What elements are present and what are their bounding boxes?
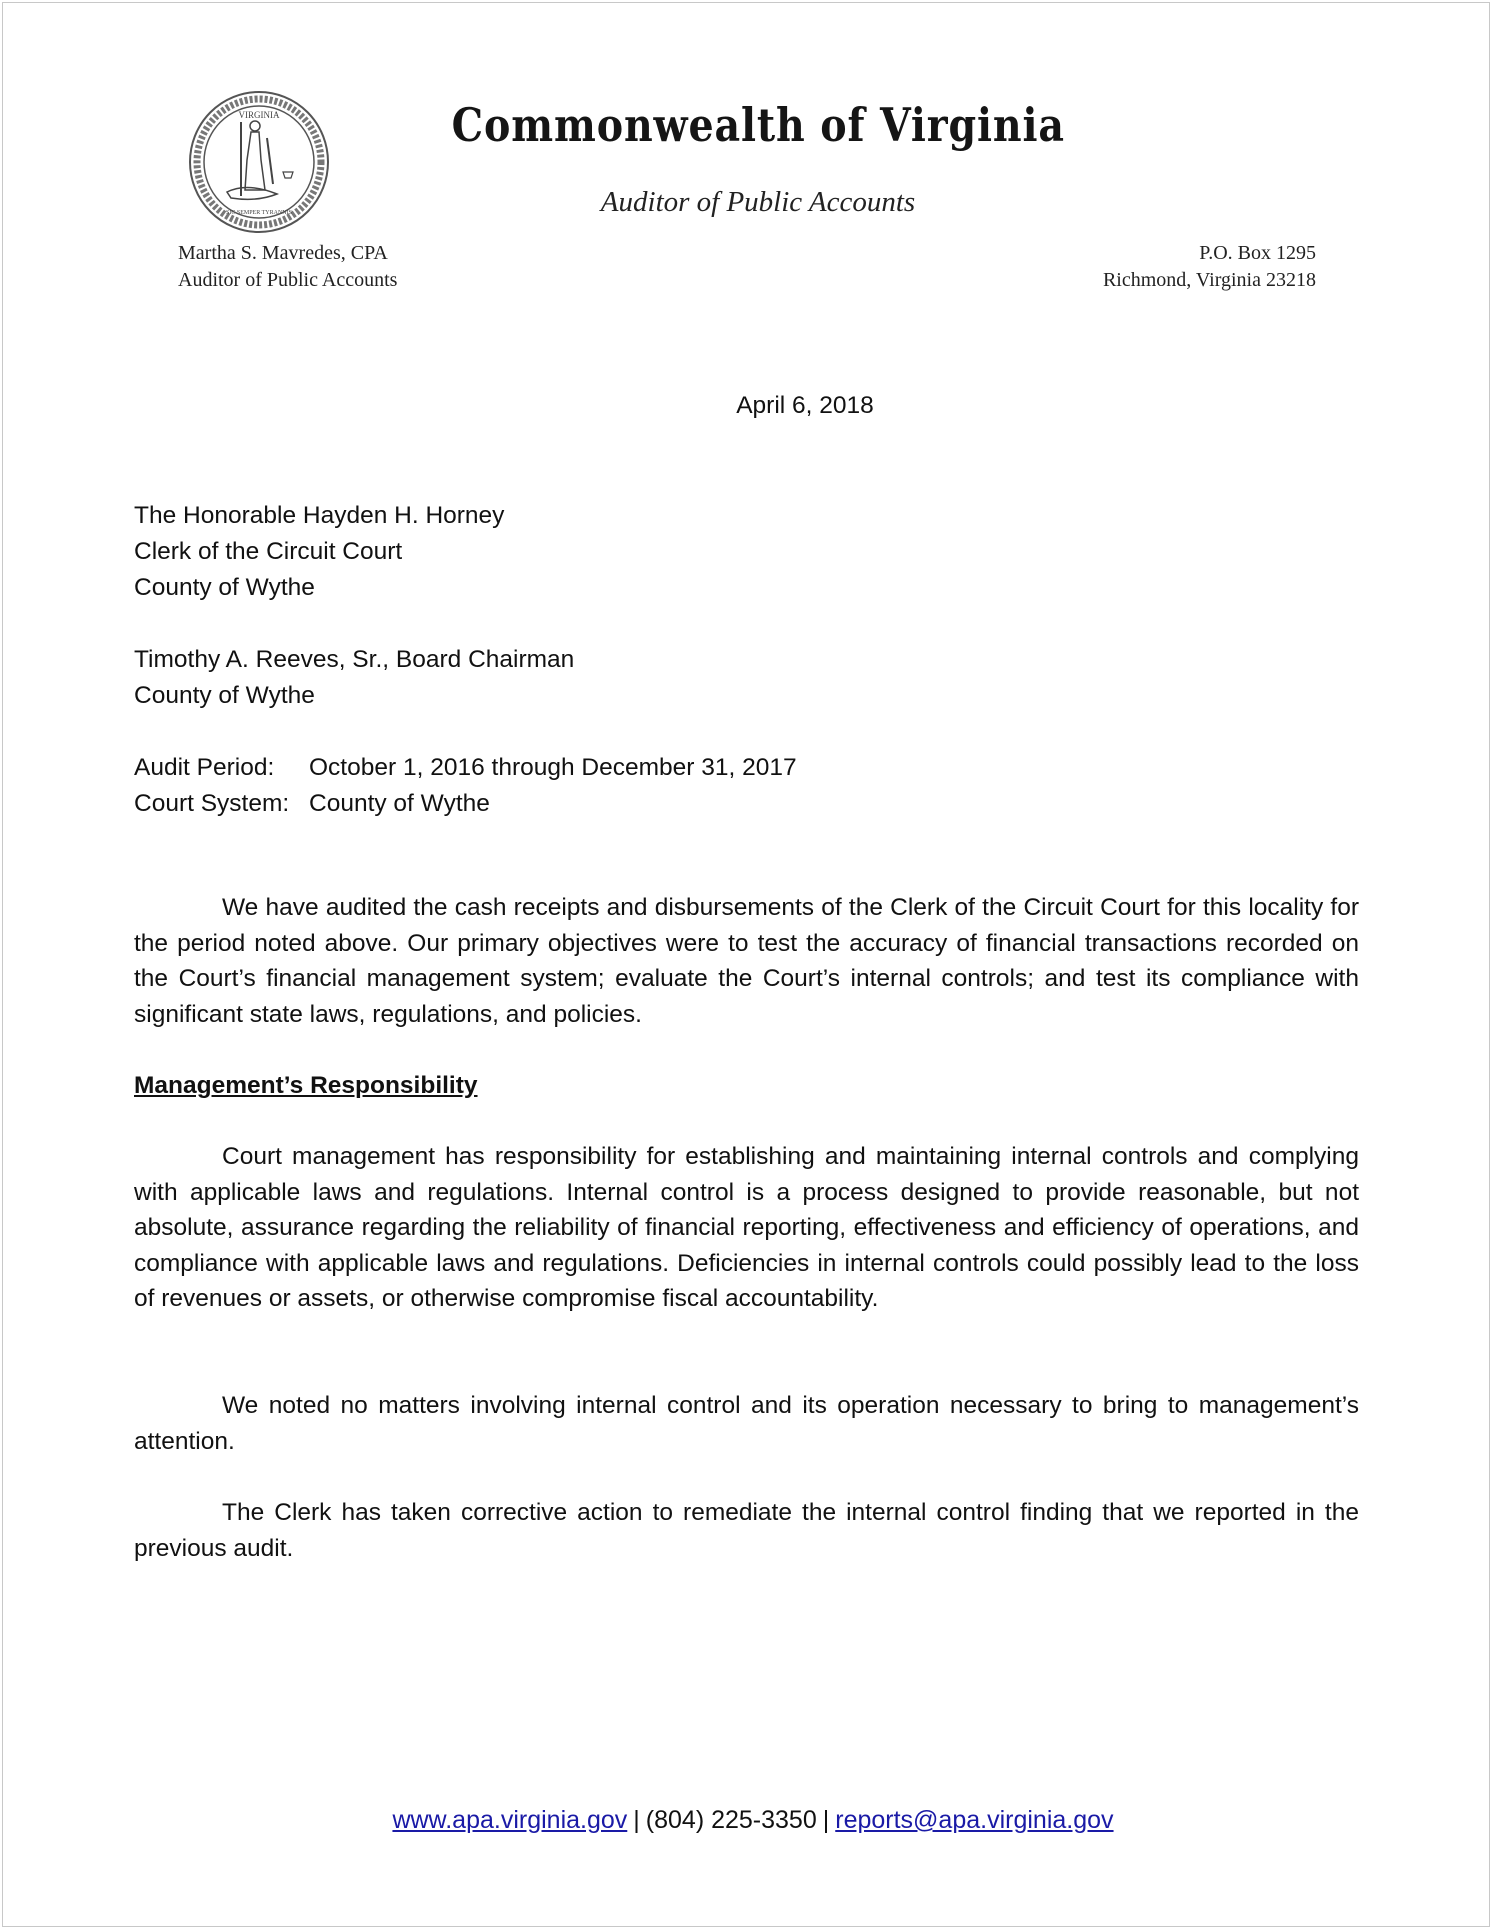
audit-period-row xyxy=(134,750,797,786)
paragraph-audit-scope xyxy=(134,890,1359,1032)
paragraph-text: We noted no matters involving internal control and its operation necessary to bring to management’s attention. xyxy=(134,1392,1359,1455)
letterhead-subtitle: Auditor of Public Accounts xyxy=(600,186,916,218)
paragraph-text: The Clerk has taken corrective action to remediate the internal control finding that we reported in the previous audit. xyxy=(134,1499,1359,1562)
section-heading-text: Management’s Responsibility xyxy=(134,1072,478,1099)
recipient-1-line-2: Clerk of the Circuit Court xyxy=(134,538,403,565)
section-heading-management xyxy=(134,1068,1359,1104)
letterhead-title: Commonwealth of Virginia xyxy=(451,98,1065,152)
phone-number: (804) 225-3350 xyxy=(645,1806,817,1834)
paragraph-corrective-action xyxy=(134,1495,1359,1566)
po-box: P.O. Box 1295 xyxy=(1199,242,1316,264)
recipient-2-line-2: County of Wythe xyxy=(134,682,315,709)
paragraph-no-matters xyxy=(134,1388,1359,1459)
auditor-name: Martha S. Mavredes, CPA xyxy=(178,242,388,264)
court-system-row xyxy=(134,786,797,822)
court-system-label: Court System: xyxy=(134,790,290,817)
paragraph-text: We have audited the cash receipts and disbursements of the Clerk of the Circuit Court for this locality for the period noted above. Our primary objectives were to test the accuracy of financial transactions recorded on the Court’s financial management system; evaluate the Court’s internal controls; and test its compliance with significant state laws, regulations, and policies. xyxy=(134,894,1359,1028)
footer-contact xyxy=(0,1806,1494,1835)
paragraph-text: Court management has responsibility for establishing and maintaining internal controls and complying with applicable laws and regulations. Internal control is a process designed to provide reasonable, but not absolute, assurance regarding the reliability of financial reporting, effectiveness and efficiency of operations, and compliance with applicable laws and regulations. Deficiencies in internal controls could possibly lead to the loss of revenues or assets, or otherwise compromise fiscal accountability. xyxy=(134,1143,1359,1313)
audit-period-label: Audit Period: xyxy=(134,754,275,781)
email-link[interactable]: reports@apa.virginia.gov xyxy=(835,1806,1114,1834)
audit-period-value: October 1, 2016 through December 31, 2017 xyxy=(309,754,797,781)
auditor-info xyxy=(178,240,397,294)
court-system-value: County of Wythe xyxy=(309,790,490,817)
recipient-1-line-1: The Honorable Hayden H. Horney xyxy=(134,502,505,529)
recipient-1-line-3: County of Wythe xyxy=(134,574,315,601)
paragraph-management-responsibility xyxy=(134,1139,1359,1317)
letter-date: April 6, 2018 xyxy=(736,392,874,419)
mailing-address xyxy=(1103,240,1316,294)
footer-separator: | xyxy=(822,1806,830,1834)
svg-text:SIC SEMPER TYRANNIS: SIC SEMPER TYRANNIS xyxy=(226,210,292,216)
footer-separator: | xyxy=(633,1806,640,1834)
auditor-title: Auditor of Public Accounts xyxy=(178,269,398,291)
recipient-block xyxy=(134,498,797,822)
recipient-2-line-1: Timothy A. Reeves, Sr., Board Chairman xyxy=(134,646,575,673)
city-state-zip: Richmond, Virginia 23218 xyxy=(1102,269,1316,291)
website-link[interactable]: www.apa.virginia.gov xyxy=(392,1806,628,1834)
svg-text:VIRGINIA: VIRGINIA xyxy=(238,110,280,120)
